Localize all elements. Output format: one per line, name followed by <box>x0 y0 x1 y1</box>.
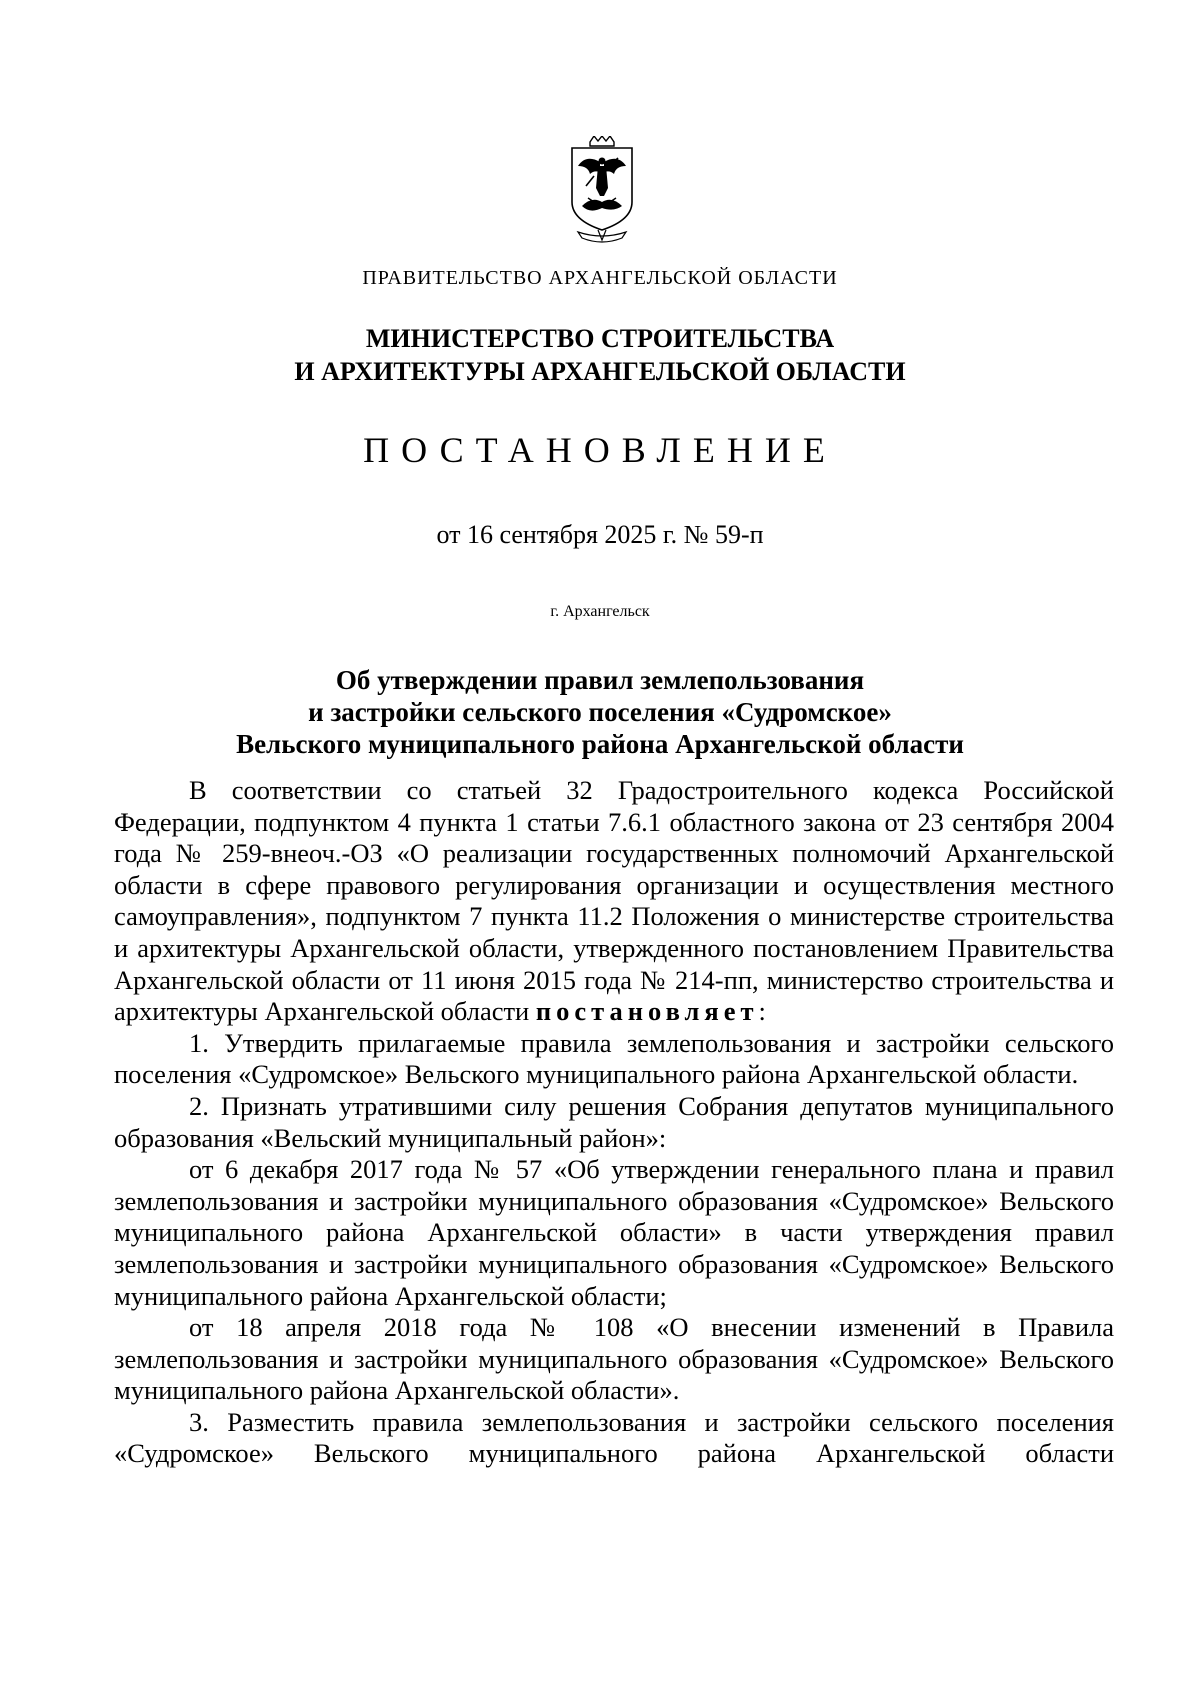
coat-of-arms-icon <box>568 136 636 246</box>
document-city: г. Архангельск <box>550 603 650 620</box>
document-body <box>114 775 1114 1470</box>
ministry-name <box>0 322 1200 388</box>
government-name: ПРАВИТЕЛЬСТВО АРХАНГЕЛЬСКОЙ ОБЛАСТИ <box>362 267 838 289</box>
subject-line-2: и застройки сельского поселения «Судромское» <box>308 697 892 727</box>
subject-line-1: Об утверждении правил землепользования <box>335 665 865 695</box>
item-1-paragraph: 1. Утвердить прилагаемые правила землепользования и застройки сельского поселения «Судромское» Вельского муниципального района Архангельской области. <box>114 1027 1114 1090</box>
preamble-paragraph <box>114 775 1114 1028</box>
subject-line-3: Вельского муниципального района Архангельской области <box>236 729 964 759</box>
ministry-line-1: МИНИСТЕРСТВО СТРОИТЕЛЬСТВА <box>365 324 835 353</box>
document-type: ПОСТАНОВЛЕНИЕ <box>363 430 837 470</box>
document-subject <box>0 664 1200 760</box>
item-3-paragraph: 3. Разместить правила землепользования и застройки сельского поселения «Судромское» Вельского муниципального района Архангельской области <box>114 1406 1114 1469</box>
ministry-line-2: И АРХИТЕКТУРЫ АРХАНГЕЛЬСКОЙ ОБЛАСТИ <box>294 357 906 386</box>
item-2b-paragraph: от 18 апреля 2018 года № 108 «О внесении изменений в Правила землепользования и застройки муниципального образования «Судромское» Вельского муниципального района Архангельской области». <box>114 1312 1114 1406</box>
preamble-text: В соответствии со статьей 32 Градостроительного кодекса Российской Федерации, подпунктом 4 пункта 1 статьи 7.6.1 областного закона от 23 сентября 2004 года № 259-внеоч.-ОЗ «О реализации государственных полномочий Архангельской области в сфере правового регулирования организации и осуществления местного самоуправления», подпунктом 7 пункта 11.2 Положения о министерстве строительства и архитектуры Архангельской области, утвержденного постановлением Правительства Архангельской области от 11 июня 2015 года № 214-пп, министерство строительства и архитектуры Архангельской области <box>114 775 1114 1027</box>
document-date-number: от 16 сентября 2025 г. № 59-п <box>436 520 764 549</box>
resolves-colon: : <box>758 996 766 1027</box>
resolves-word: постановляет <box>535 996 759 1027</box>
item-2a-paragraph: от 6 декабря 2017 года № 57 «Об утверждении генерального плана и правил землепользования и застройки муниципального образования «Судромское» Вельского муниципального района Архангельской области» в части утверждения правил землепользования и застройки муниципального образования «Судромское» Вельского муниципального района Архангельской области; <box>114 1154 1114 1311</box>
item-2-paragraph: 2. Признать утратившими силу решения Собрания депутатов муниципального образования «Вельский муниципальный район»: <box>114 1090 1114 1153</box>
